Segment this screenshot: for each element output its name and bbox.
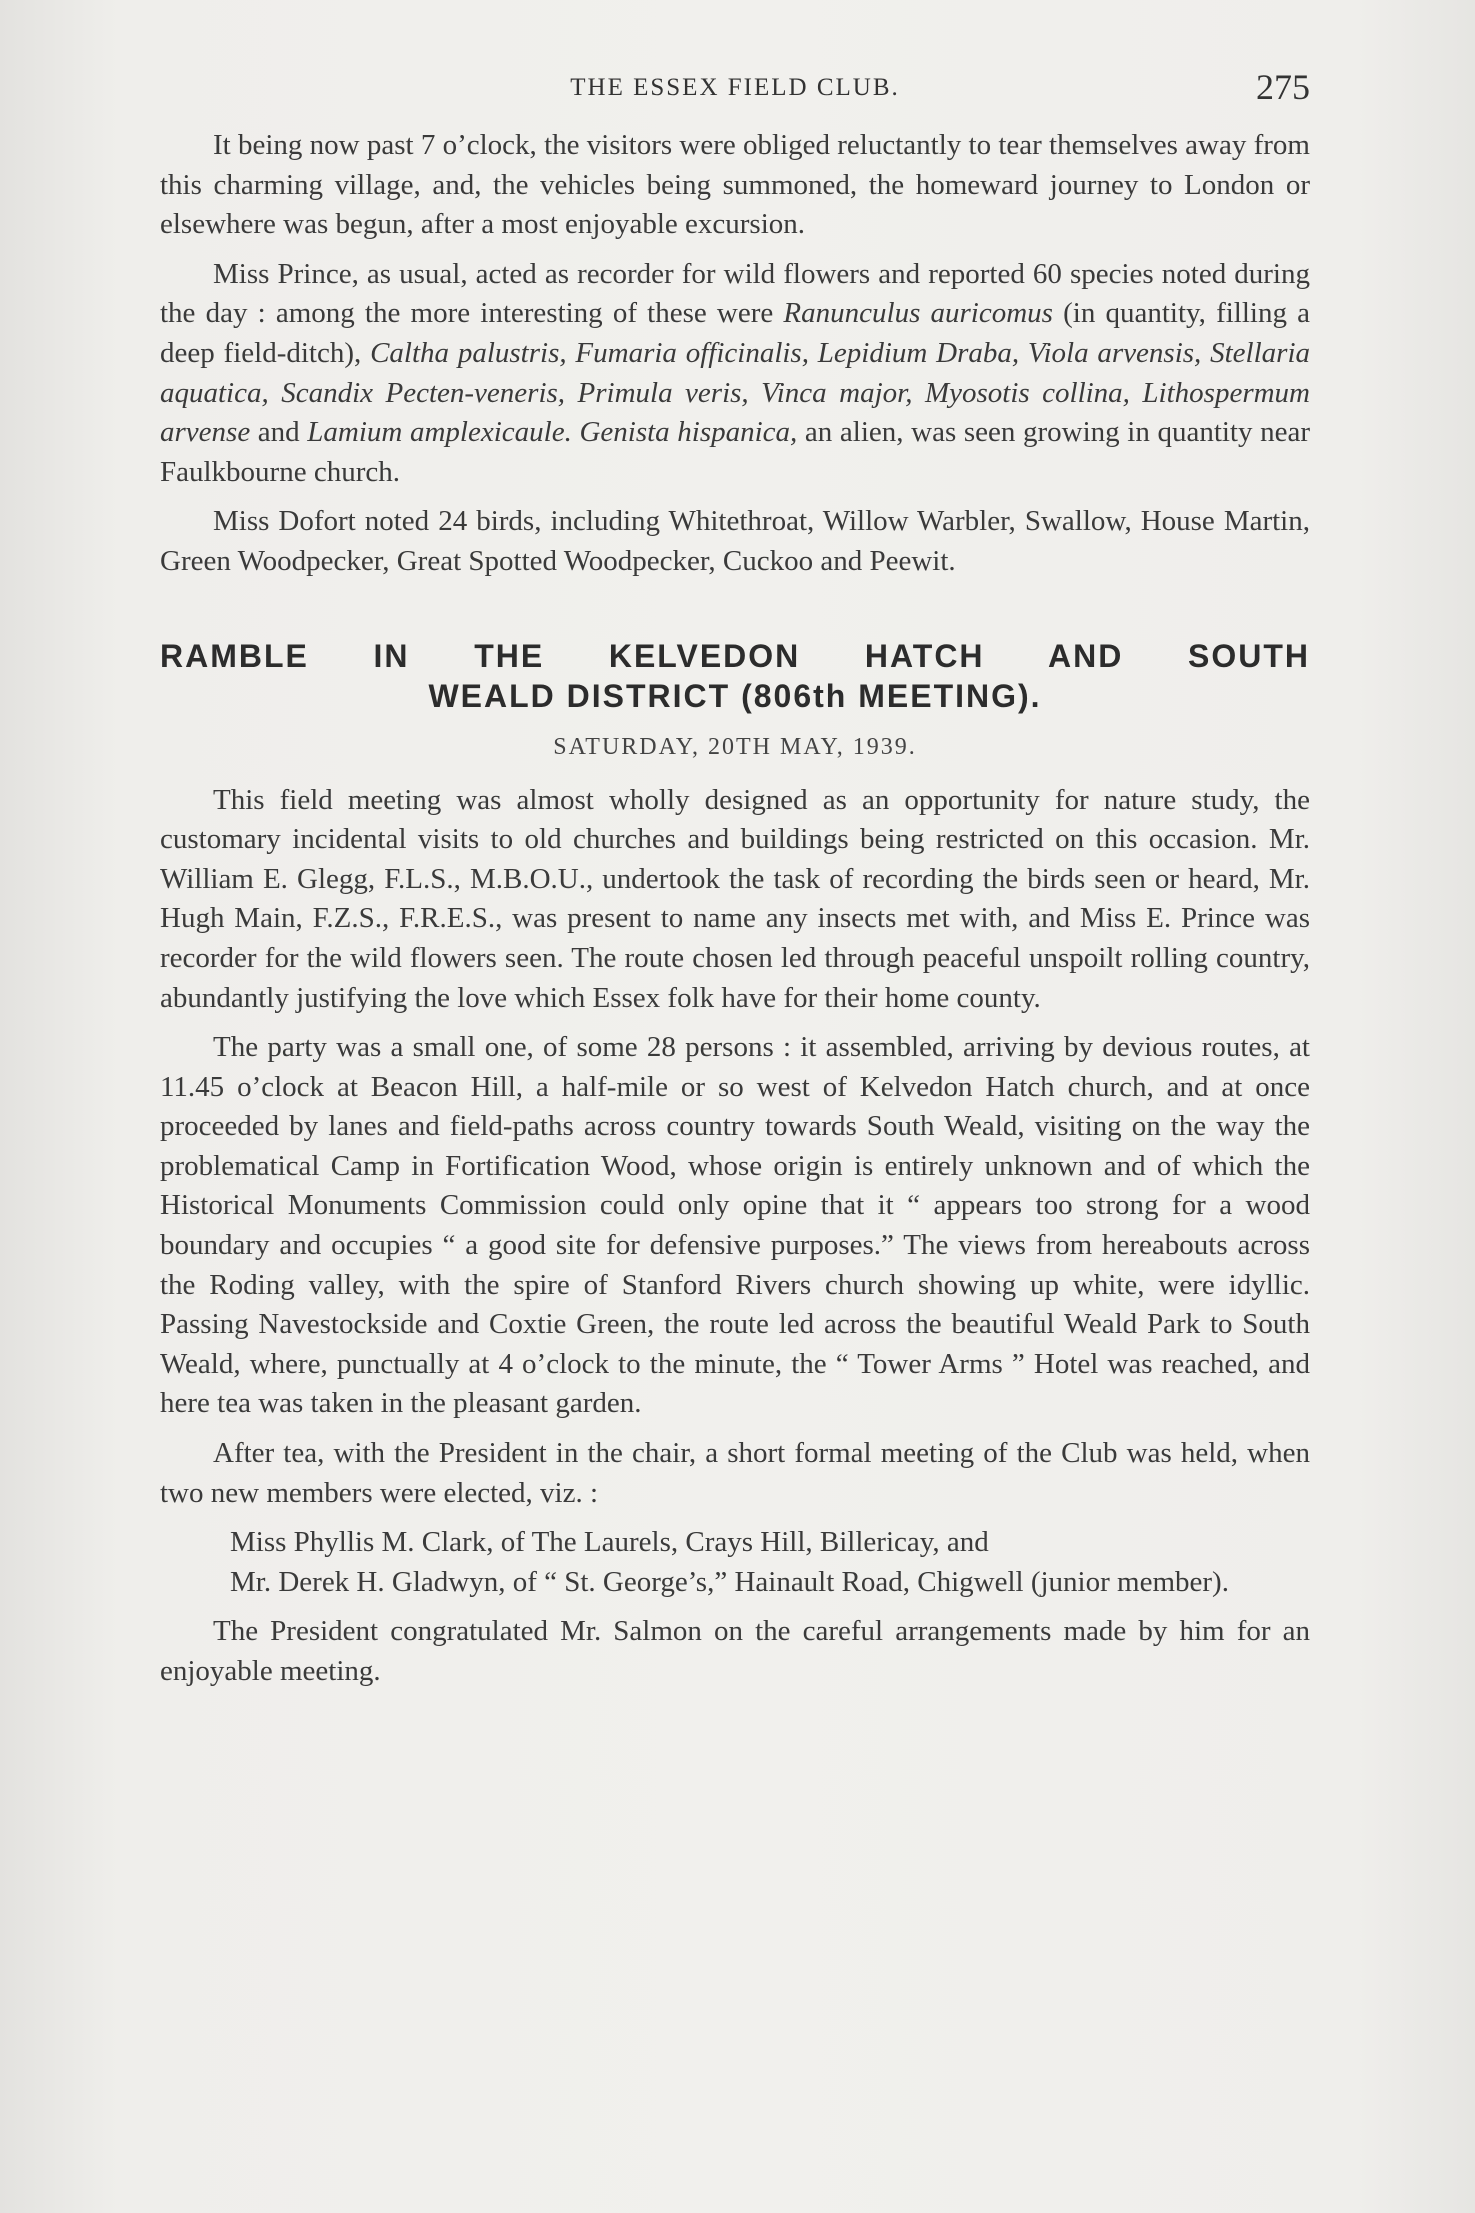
page-content [160,66,1310,1702]
species-name: Ranunculus auricomus [783,297,1053,330]
list-item: Mr. Derek H. Gladwyn, of “ St. George’s,” Hainault Road, Chigwell (junior member). [230,1565,1229,1598]
running-head [160,66,1310,126]
article-heading [160,636,1310,716]
paragraph-wild-flowers [160,255,1310,493]
paragraph-birds: Miss Dofort noted 24 birds, including Whitethroat, Willow Warbler, Swallow, House Martin, Green Woodpecker, Great Spotted Woodpecker, Cuckoo and Peewit. [160,505,1310,577]
running-title: THE ESSEX FIELD CLUB. [570,74,900,101]
heading-line-2: WEALD DISTRICT (806th MEETING). [428,677,1042,714]
article-closing [160,1612,1310,1691]
previous-meeting-conclusion [160,126,1310,582]
meeting-date: SATURDAY, 20TH MAY, 1939. [553,733,917,760]
flowers-text-middle: (in quantity, filling a deep field-ditch), [160,297,1310,369]
paragraph-introduction: This field meeting was almost wholly designed as an opportunity for nature study, the customary incidental visits to old churches and buildings being restricted on this occasion. Mr. William E. Glegg, F.L.S., M.B.O.U., undertook the task of recording the birds seen or heard, Mr. Hugh Main, F.Z.S., F.R.E.S., was present to name any insects met with, and Miss E. Prince was recorder for the wild flowers seen. The route chosen led through peaceful unspoilt rolling country, abundantly justifying the love which Essex folk have for their home county. [160,783,1310,1014]
species-name-final: Lamium amplexicaule. Genista hispanica, [307,416,798,449]
paragraph-route: The party was a small one, of some 28 persons : it assembled, arriving by devious routes, at 11.45 o’clock at Beacon Hill, a half-mile or so west of Kelvedon Hatch church, and at once proceeded by lanes and field-paths across country towards South Weald, visiting on the way the problematical Camp in Fortification Wood, whose origin is entirely unknown and of which the Historical Monuments Commission could only opine that it “ appears too strong for a wood boundary and occupies “ a good site for defensive purposes.” The views from hereabouts across the Roding valley, with the spire of Stanford Rivers church showing up white, were idyllic. Passing Navestockside and Coxtie Green, the route led across the beautiful Weald Park to South Weald, where, punctually at 4 o’clock to the minute, the “ Tower Arms ” Hotel was reached, and here tea was taken in the pleasant garden. [160,1031,1310,1420]
paragraph-formal-meeting: After tea, with the President in the chair, a short formal meeting of the Club was held, when two new members were elected, viz. : [160,1437,1310,1509]
paragraph-departure: It being now past 7 o’clock, the visitors were obliged reluctantly to tear themselves away from this charming village, and, the vehicles being summoned, the homeward journey to London or elsewhere was begun, after a most enjoyable excursion. [160,129,1310,241]
flowers-text-end: an alien, was seen growing in quantity near Faulkbourne church. [160,416,1311,488]
paragraph-closing: The President congratulated Mr. Salmon on the careful arrangements made by him for an enjoyable meeting. [160,1615,1310,1687]
species-list: Caltha palustris, Fumaria officinalis, Lepidium Draba, Viola arvensis, Stellaria aquatica, Scandix Pecten-veneris, Primula veris, Vinca major, Myosotis collina, Lithospermum arvense [160,336,1311,449]
list-item: Miss Phyllis M. Clark, of The Laurels, Crays Hill, Billericay, and [230,1526,989,1559]
new-members-list [160,1523,1310,1602]
flowers-text-conjunction: and [250,416,308,449]
flowers-text-intro: Miss Prince, as usual, acted as recorder for wild flowers and reported 60 species noted during the day : among the more interesting of these were [160,257,1310,330]
page-number: 275 [1256,67,1310,107]
article-body [160,781,1310,1514]
heading-line-1: RAMBLE IN THE KELVEDON HATCH AND SOUTH [160,637,1310,674]
